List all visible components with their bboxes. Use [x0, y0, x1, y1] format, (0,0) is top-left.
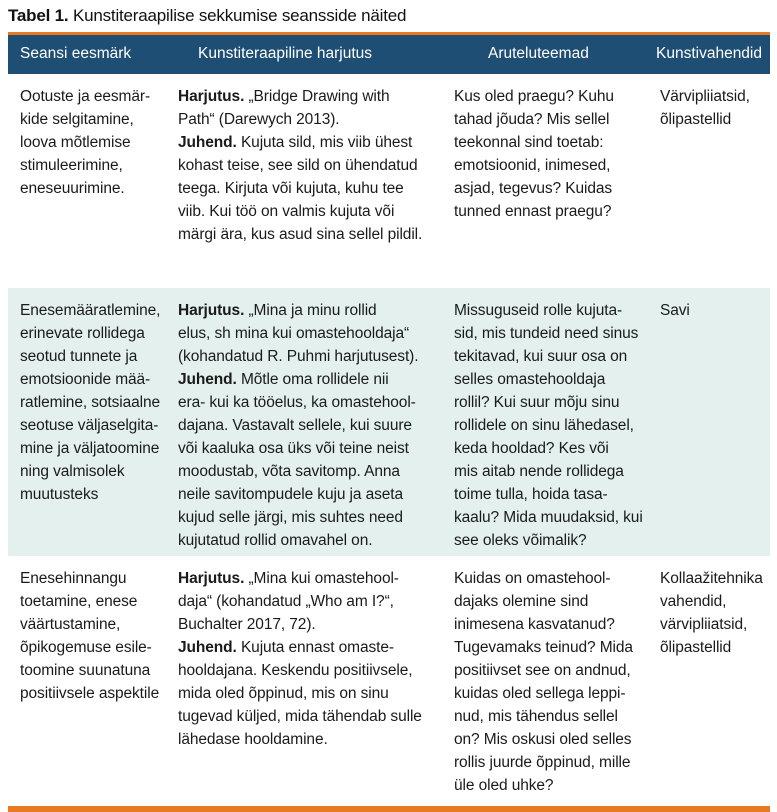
exercise-line: Buchalter 2017, 72). [178, 615, 316, 633]
discussion-line: rollil? Kui suur mõju sinu [454, 393, 620, 411]
instruction-line: tugevad küljed, mida tähendab sulle [178, 707, 422, 725]
goal-line: loova mõtlemise [20, 133, 131, 151]
instruction-line: kujud selle järgi, mis suhtes need [178, 508, 403, 526]
goal-line: mine ja väljatoomine [20, 439, 160, 457]
instruction-line: neile savitompudele kuju ja aseta [178, 485, 404, 503]
goal-line: eneseuurimine. [20, 179, 125, 197]
tools-line: Kollaažitehnika [660, 569, 763, 587]
instruction-line: kohast teise, see sild on ühendatud [178, 156, 418, 174]
goal-line: Enesehinnangu [20, 569, 127, 587]
tools-line: õlipastellid [660, 110, 732, 128]
goal-line: Ootuste ja eesmär- [20, 87, 151, 105]
tools-cell [646, 556, 770, 809]
table-header-row [8, 34, 770, 74]
discussion-line: positiivset see on andnud, [454, 661, 631, 679]
discussion-line: dajaks olemine sind [454, 592, 589, 610]
discussion-cell [436, 556, 646, 809]
header-exercise: Kunstiteraapiline harjutus [168, 34, 436, 74]
discussion-line: inimesena kasvatanud? [454, 615, 615, 633]
goal-line: Enesemääratlemine, [20, 301, 161, 319]
sessions-table [8, 32, 770, 812]
table-row [8, 556, 770, 809]
instruction-line: moodustab, võta savitomp. Anna [178, 462, 400, 480]
instruction-line: teega. Kirjuta või kujuta, kuhu tee [178, 179, 404, 197]
discussion-line: rollidele on sinu lähedasel, [454, 416, 634, 434]
goal-line: õpikogemuse esile- [20, 638, 152, 656]
tools-line: Savi [660, 301, 690, 319]
exercise-line: elus, sh mina kui omastehooldaja“ [178, 324, 410, 342]
exercise-line: Path“ (Darewych 2013). [178, 110, 340, 128]
discussion-line: tahad jõuda? Mis sellel [454, 110, 610, 128]
instruction-line: või kaaluka osa üks või teine neist [178, 439, 409, 457]
table-row [8, 74, 770, 288]
discussion-line: Missuguseid rolle kujuta- [454, 301, 623, 319]
discussion-line: üle oled uhke? [454, 776, 554, 794]
tools-line: Värvipliiatsid, [660, 87, 750, 105]
goal-cell [8, 74, 168, 288]
goal-line: ning valmisolek [20, 462, 125, 480]
instruction-line: dajana. Vastavalt sellele, kui suure [178, 416, 412, 434]
instruction-line: lähedase hooldamine. [178, 730, 328, 748]
goal-line: ratlemine, sotsiaalne [20, 393, 161, 411]
instruction-label: Juhend. [178, 370, 237, 388]
exercise-cell [168, 74, 436, 288]
goal-line: seotud tunnete ja [20, 347, 138, 365]
table-row [8, 288, 770, 556]
caption-title: Kunstiteraapilise sekkumise seansside näited [72, 6, 407, 25]
instruction-line: mida oled õppinud, mis on sinu [178, 684, 389, 702]
exercise-line: (kohandatud R. Puhmi harjutusest). [178, 347, 419, 365]
goal-cell [8, 288, 168, 556]
instruction-line: era- kui ka tööelus, ka omastehool- [178, 393, 416, 411]
instruction-line: viib. Kui töö on valmis kujuta või [178, 202, 395, 220]
goal-line: erinevate rollidega [20, 324, 145, 342]
instruction-line: Juhend. Kujuta ennast omaste- [178, 638, 394, 656]
discussion-line: mis aitab nende rollidega [454, 462, 624, 480]
goal-line: kide selgitamine, [20, 110, 134, 128]
discussion-line: Tugevamaks teinud? Mida [454, 638, 633, 656]
goal-line: muutusteks [20, 485, 99, 503]
discussion-line: toime tulla, hoida tasa- [454, 485, 608, 503]
caption-label: Tabel 1. [8, 6, 69, 25]
instruction-line: märgi ära, kus asud sina sellel pildil. [178, 225, 423, 243]
goal-cell [8, 556, 168, 809]
exercise-line: Harjutus. „Bridge Drawing with [178, 87, 390, 105]
tools-cell [646, 288, 770, 556]
discussion-line: Kus oled praegu? Kuhu [454, 87, 614, 105]
exercise-line: daja“ (kohandatud „Who am I?“, [178, 592, 394, 610]
goal-line: toetamine, enese [20, 592, 138, 610]
discussion-line: on? Mis oskusi oled selles [454, 730, 632, 748]
exercise-label: Harjutus. [178, 87, 245, 105]
discussion-line: rollis juurde õppinud, mille [454, 753, 631, 771]
goal-line: stimuleerimine, [20, 156, 123, 174]
discussion-line: selles omastehooldaja [454, 370, 606, 388]
discussion-line: sid, mis tundeid need sinus [454, 324, 639, 342]
discussion-line: asjad, tegevus? Kuidas [454, 179, 613, 197]
goal-line: seotuse väljaselgita- [20, 416, 159, 434]
tools-cell [646, 74, 770, 288]
tools-line: värvipliiatsid, [660, 615, 748, 633]
discussion-line: kaalu? Mida muudaksid, kui [454, 508, 643, 526]
instruction-label: Juhend. [178, 638, 237, 656]
exercise-label: Harjutus. [178, 569, 245, 587]
instruction-line: kujutatud rollid omavahel on. [178, 531, 373, 549]
table-caption [8, 4, 406, 28]
exercise-cell [168, 288, 436, 556]
goal-line: emotsioonide mää- [20, 370, 151, 388]
header-discussion: Aruteluteemad [436, 34, 646, 74]
header-goal: Seansi eesmärk [8, 34, 168, 74]
discussion-line: see oleks võimalik? [454, 531, 587, 549]
instruction-line: Juhend. Kujuta sild, mis viib ühest [178, 133, 413, 151]
discussion-line: teekonnal sind toetab: [454, 133, 604, 151]
discussion-line: tekitavad, kui suur osa on [454, 347, 628, 365]
exercise-line: Harjutus. „Mina kui omastehool- [178, 569, 399, 587]
instruction-label: Juhend. [178, 133, 237, 151]
tools-line: vahendid, [660, 592, 727, 610]
discussion-cell [436, 74, 646, 288]
discussion-line: tunned ennast praegu? [454, 202, 612, 220]
discussion-cell [436, 288, 646, 556]
goal-line: toomine suunatuna [20, 661, 151, 679]
discussion-line: Kuidas on omastehool- [454, 569, 611, 587]
discussion-line: emotsioonid, inimesed, [454, 156, 611, 174]
exercise-line: Harjutus. „Mina ja minu rollid [178, 301, 377, 319]
discussion-line: kuidas oled sellega leppi- [454, 684, 626, 702]
tools-line: õlipastellid [660, 638, 732, 656]
goal-line: väärtustamine, [20, 615, 121, 633]
header-tools: Kunstivahendid [646, 34, 770, 74]
discussion-line: nud, mis tähendus sellel [454, 707, 618, 725]
instruction-line: hooldajana. Keskendu positiivsele, [178, 661, 413, 679]
discussion-line: keda hooldad? Kes või [454, 439, 609, 457]
instruction-line: Juhend. Mõtle oma rollidele nii [178, 370, 389, 388]
exercise-cell [168, 556, 436, 809]
exercise-label: Harjutus. [178, 301, 245, 319]
goal-line: positiivsele aspektile [20, 684, 160, 702]
